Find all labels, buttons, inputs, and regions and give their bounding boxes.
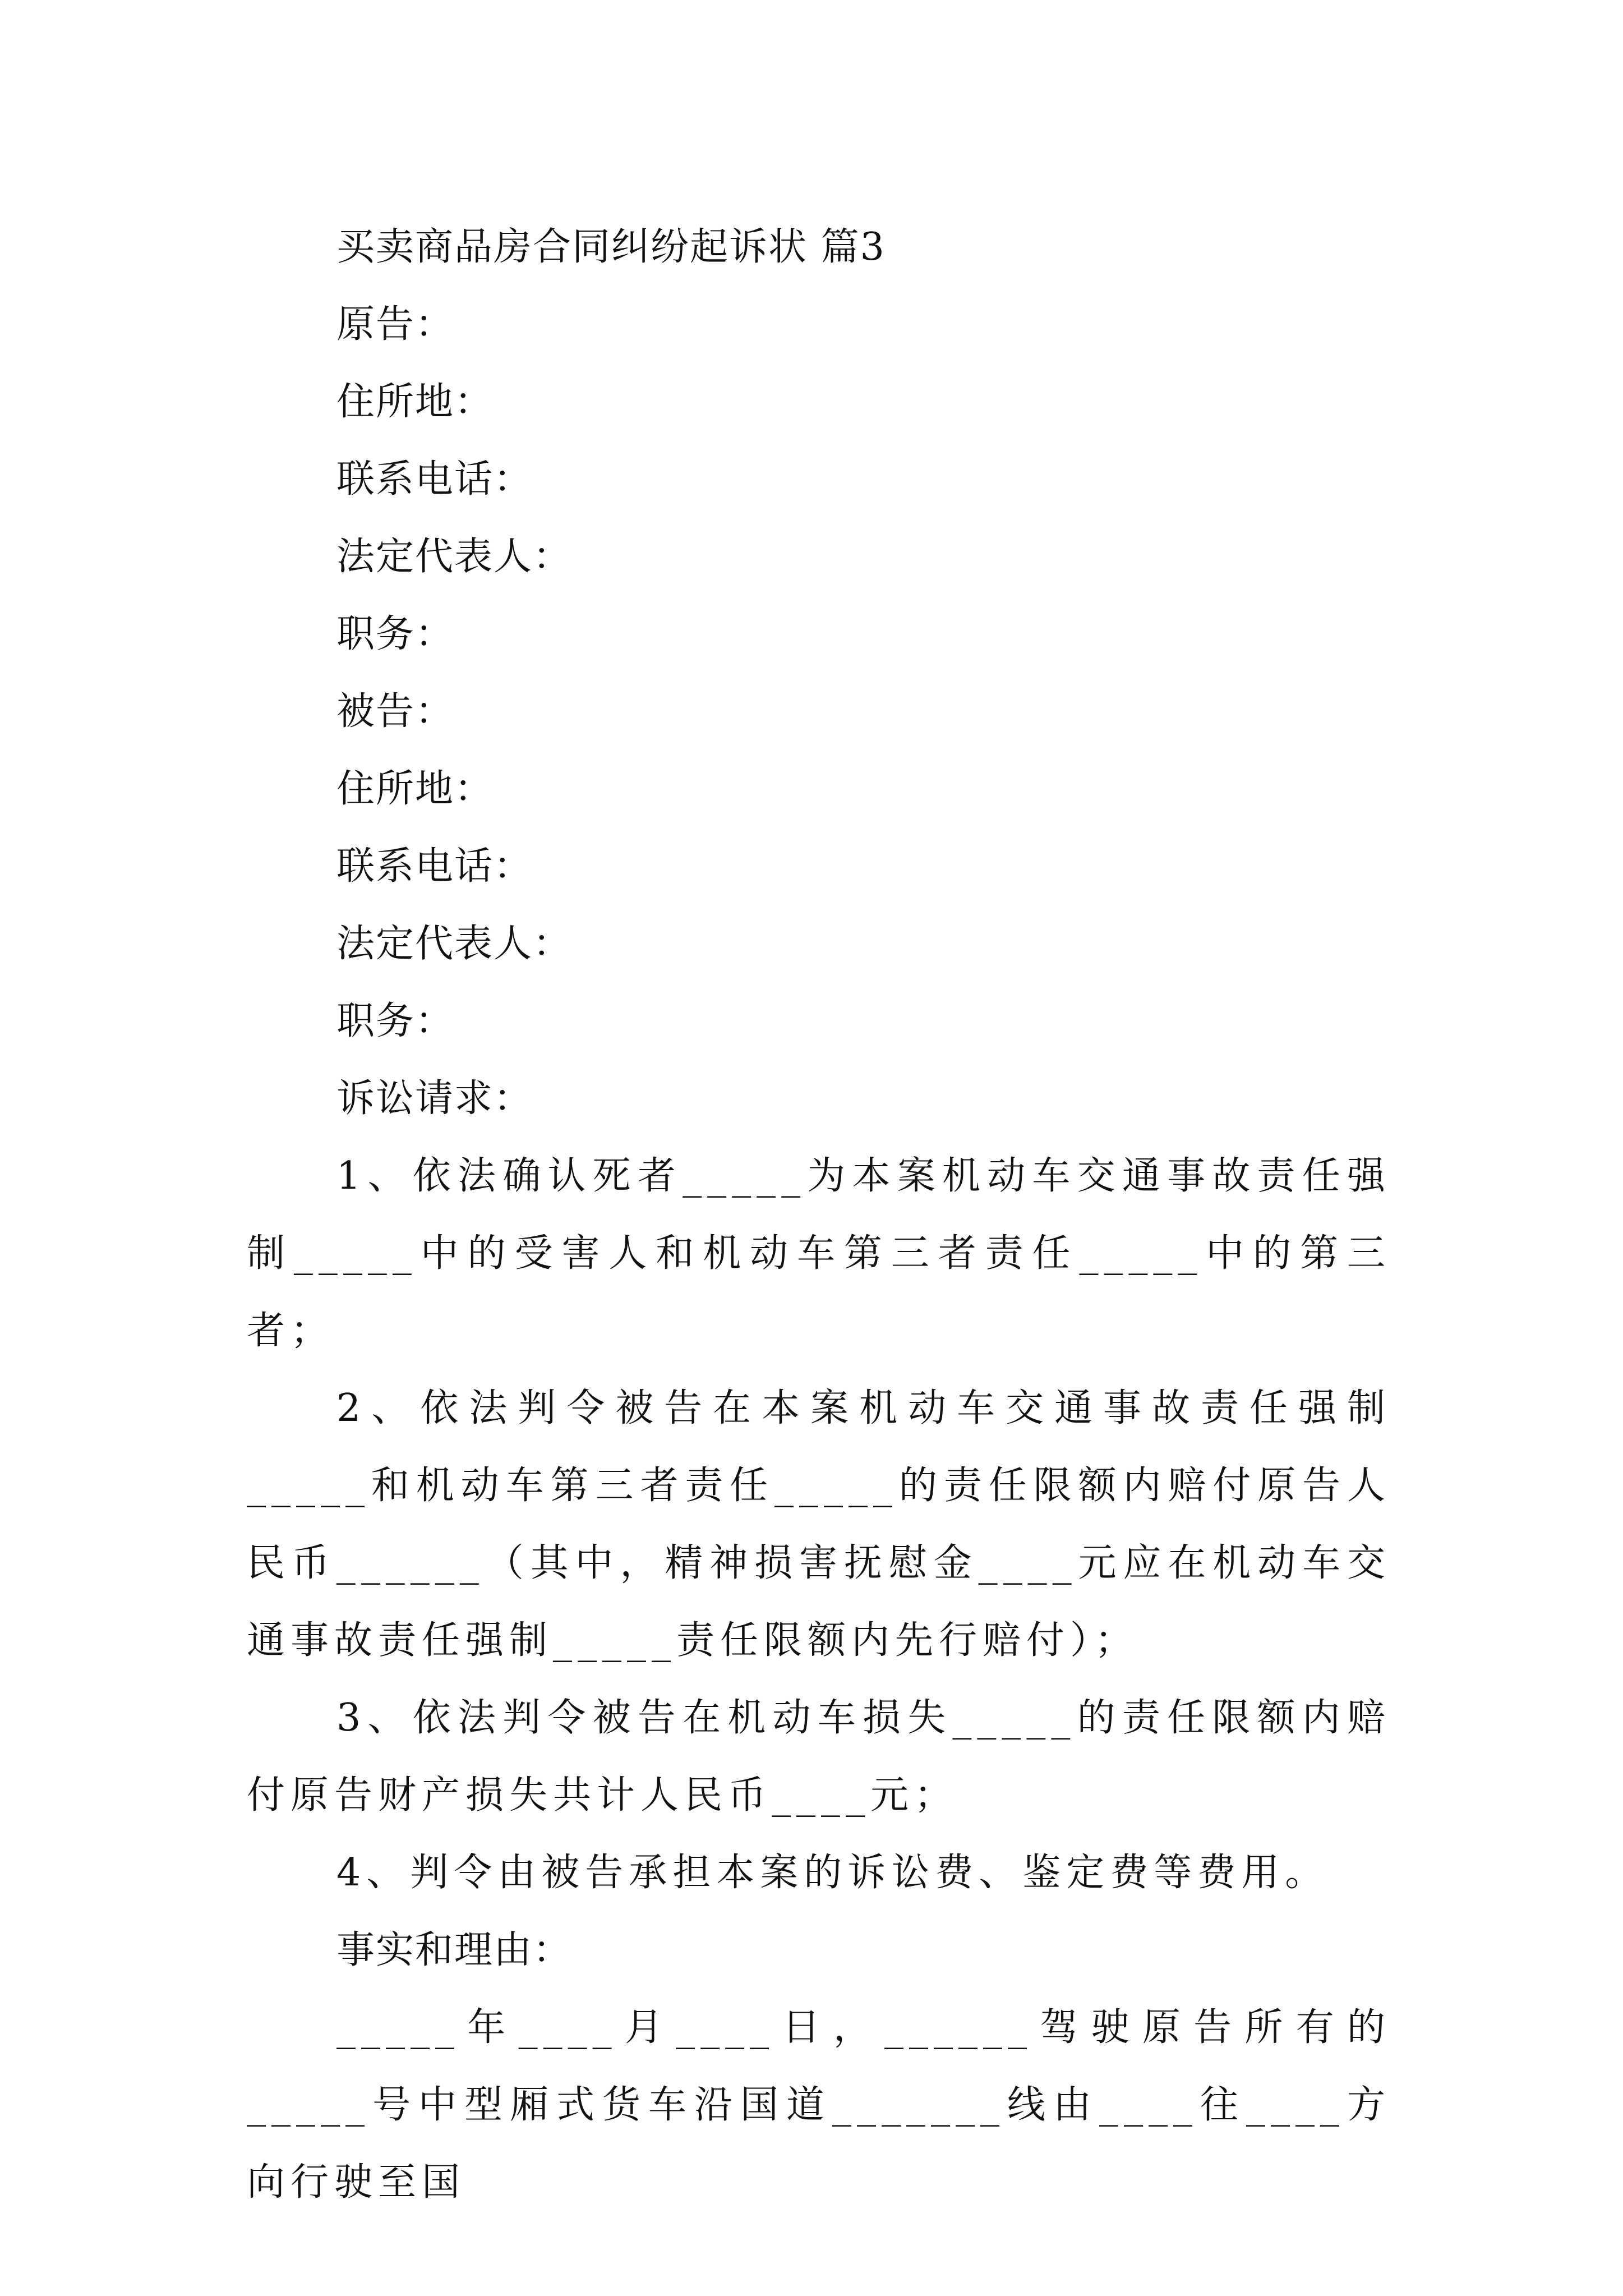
- defendant-label: 被告：: [336, 689, 455, 734]
- claim-item: 4、判令由被告承担本案的诉讼费、鉴定费等费用。: [336, 1851, 1329, 1895]
- claim-item: 3、依法判令被告在机动车损失_____的责任限额内赔付原告财产损失共计人民币____元；: [247, 1696, 1391, 1818]
- plaintiff-phone: 联系电话：: [336, 457, 533, 501]
- document-title: 买卖商品房合同纠纷起诉状 篇3: [336, 225, 886, 269]
- plaintiff-legal-rep: 法定代表人：: [336, 535, 573, 579]
- plaintiff-address: 住所地：: [336, 380, 494, 424]
- plaintiff-label: 原告：: [336, 302, 455, 347]
- claim-item: 1、依法确认死者_____为本案机动车交通事故责任强制_____中的受害人和机动车第三者责任_____中的第三者；: [247, 1154, 1391, 1353]
- defendant-position: 职务：: [336, 999, 455, 1043]
- facts-paragraph: _____年____月____日，______驾驶原告所有的_____号中型厢式货车沿国道_______线由____往____方向行驶至国: [247, 2005, 1391, 2205]
- defendant-address: 住所地：: [336, 767, 494, 811]
- document-body: [247, 209, 1391, 2221]
- claims-heading: 诉讼请求：: [336, 1076, 533, 1121]
- claim-item: 2、依法判令被告在本案机动车交通事故责任强制_____和机动车第三者责任_____的责任限额内赔付原告人民币______（其中，精神损害抚慰金____元应在机动车交通事故责任强制_____责任限额内先行赔付）；: [247, 1386, 1391, 1663]
- defendant-phone: 联系电话：: [336, 844, 533, 889]
- facts-heading: 事实和理由：: [336, 1928, 573, 1972]
- defendant-legal-rep: 法定代表人：: [336, 922, 573, 966]
- plaintiff-position: 职务：: [336, 612, 455, 656]
